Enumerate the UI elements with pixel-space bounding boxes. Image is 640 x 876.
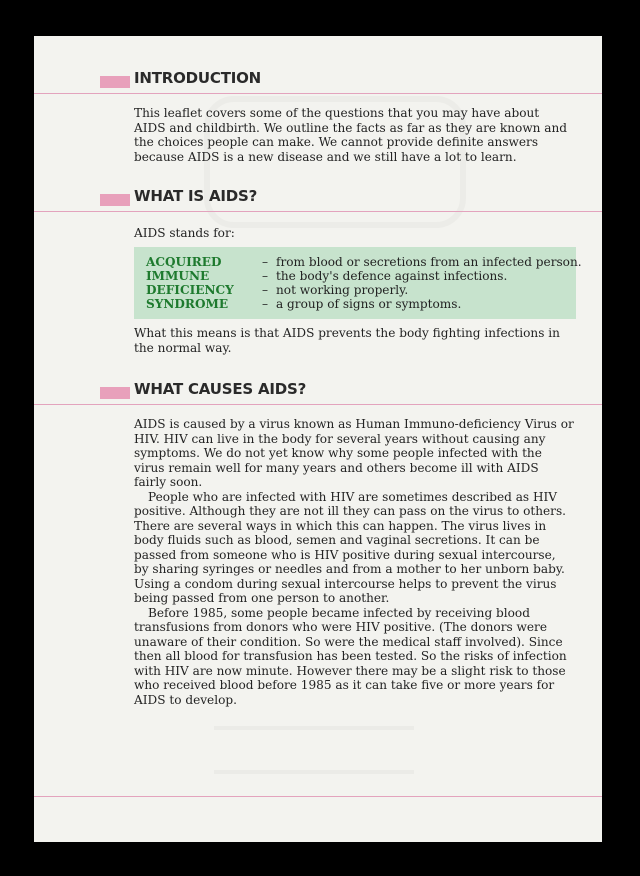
causes-paragraph: AIDS is caused by a virus known as Human Immuno-deficiency Virus or HIV. HIV can live in the body for several years without causing any symptoms. We do not yet know why some people infected with the virus remain well for many years and others become ill with AIDS fairly soon.: [134, 417, 574, 489]
section-rule: [34, 211, 602, 212]
causes-body: [134, 417, 574, 707]
acronym-term: ACQUIRED: [146, 255, 222, 269]
acronym-dash: –: [262, 297, 269, 311]
section-title: WHAT IS AIDS?: [134, 187, 258, 205]
acronym-dash: –: [262, 283, 269, 297]
section-rule: [34, 93, 602, 94]
causes-paragraph: People who are infected with HIV are sometimes described as HIV positive. Although they are not ill they can pass on the virus to others. There are several ways in which this can happen. The virus lives in body fluids such as blood, semen and vaginal secretions. It can be passed from someone who is HIV positive during sexual intercourse, by sharing syringes or needles and from a mother to her unborn baby. Using a condom during sexual intercourse helps to prevent the virus being passed from one person to another.: [134, 489, 566, 605]
intro-text: This leaflet covers some of the questions that you may have about AIDS and childbirth. We outline the facts as far as they are known and the choices people can make. We cannot provide definite answers because AIDS is a new disease and we still have a lot to learn.: [134, 106, 568, 164]
acronym-definition: not working properly.: [276, 283, 409, 297]
section-title: WHAT CAUSES AIDS?: [134, 380, 307, 398]
acronym-dash: –: [262, 269, 269, 283]
leaflet-page: [34, 36, 602, 842]
acronym-definition: a group of signs or symptoms.: [276, 297, 462, 311]
causes-paragraph: Before 1985, some people became infected by receiving blood transfusions from donors who were HIV positive. (The donors were unaware of their condition. So were the medical staff involved). Since then all blood for transfusion has been tested. So the risks of infection with HIV are now minute. However there may be a slight risk to those who received blood before 1985 as it can take five or more years for AIDS to develop.: [134, 605, 567, 707]
section-header-what-is-aids: [34, 186, 602, 226]
acronym-lead: AIDS stands for:: [134, 226, 235, 240]
acronym-dash: –: [262, 255, 269, 269]
acronym-box: [134, 247, 582, 319]
acronym-definition: from blood or secretions from an infected person.: [276, 255, 582, 269]
show-through-logo-shape: [214, 726, 414, 774]
section-header-introduction: [34, 68, 602, 108]
acronym-definition: the body's defence against infections.: [276, 269, 508, 283]
bottom-rule: [34, 796, 602, 797]
pink-marker: [100, 387, 130, 399]
pink-marker: [100, 76, 130, 88]
acronym-summary: [134, 326, 574, 355]
summary-text: What this means is that AIDS prevents the body fighting infections in the normal way.: [134, 326, 560, 355]
acronym-term: IMMUNE: [146, 269, 210, 283]
acronym-term: SYNDROME: [146, 297, 229, 311]
acronym-term: DEFICIENCY: [146, 283, 234, 297]
pink-marker: [100, 194, 130, 206]
section-title: INTRODUCTION: [134, 69, 262, 87]
section-header-what-causes-aids: [34, 379, 602, 419]
intro-paragraph: [134, 106, 574, 164]
section-rule: [34, 404, 602, 405]
